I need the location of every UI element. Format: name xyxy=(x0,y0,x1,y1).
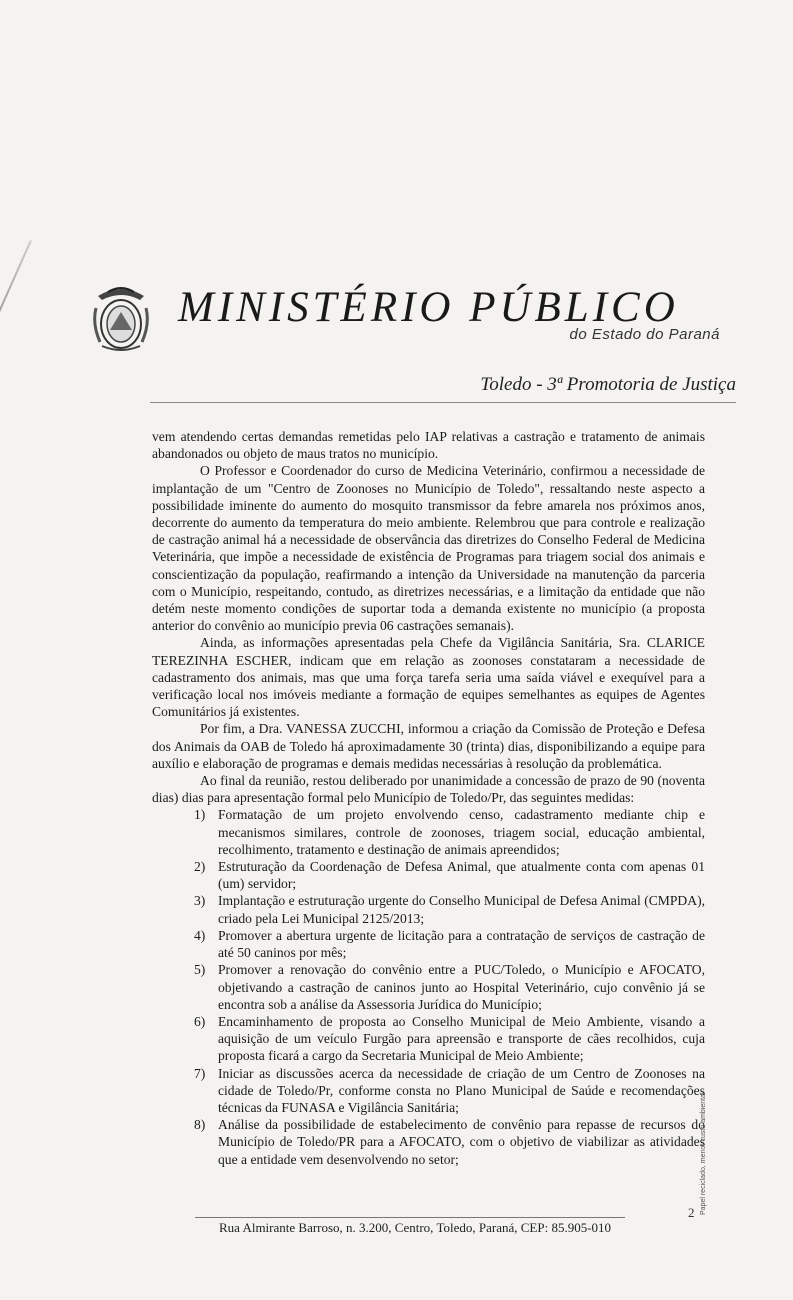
list-item-number: 3) xyxy=(194,893,206,909)
paragraph-professor: O Professor e Coordenador do curso de Medicina Veterinário, confirmou a necessidade de implantação de um "Centro de Zoonoses no Município de Toledo", ressaltando neste aspecto a possibilidade iminente do aumento do mosquito transmissor da febre amarela nos próximos anos, decorrente do aumento da temperatura do meio ambiente. Relembrou que para controle e realização de castração animal há a necessidade de observância das diretrizes do Conselho Federal de Medicina Veterinária, que impõe a necessidade de existência de Programas para triagem social dos animais e conscientização da população, reafirmando a intenção da Universidade na manutenção da parceria com o Município, respeitando, contudo, as diretrizes necessárias, e a limitação da entidade que não detém neste momento condições de suportar toda a demanda existente no município (a proposta anterior do convênio ao município previa 06 castrações semanais). xyxy=(152,463,705,634)
ministry-title: MINISTÉRIO PÚBLICO xyxy=(178,284,679,331)
list-item-number: 1) xyxy=(194,807,206,823)
list-item xyxy=(194,858,705,892)
list-item xyxy=(194,806,705,858)
list-item-text: Promover a abertura urgente de licitação para a contratação de serviços de castração de até 50 caninos por mês; xyxy=(218,927,705,961)
list-item-number: 6) xyxy=(194,1013,206,1029)
list-item xyxy=(194,1065,705,1117)
footer-address: Rua Almirante Barroso, n. 3.200, Centro, Toledo, Paraná, CEP: 85.905-010 xyxy=(218,1220,612,1235)
recycled-paper-note: Papel reciclado, menor custo ambiental xyxy=(700,1092,707,1215)
page-number: 2 xyxy=(688,1205,695,1220)
list-item-number: 4) xyxy=(194,927,206,943)
state-subtitle: do Estado do Paraná xyxy=(569,326,720,343)
list-item-text: Encaminhamento de proposta ao Conselho Municipal de Meio Ambiente, visando a aquisição de um veículo Furgão para apreensão e transporte de cães recolhidos, cuja proposta ficará a cargo da Secretaria Municipal de Meio Ambiente; xyxy=(218,1013,705,1064)
list-item xyxy=(194,1013,705,1065)
list-item-text: Implantação e estruturação urgente do Conselho Municipal de Defesa Animal (CMPDA), criado pela Lei Municipal 2125/2013; xyxy=(218,893,705,926)
measures-list xyxy=(152,806,705,1167)
document-body xyxy=(152,428,705,1168)
paragraph-vigilancia: Ainda, as informações apresentadas pela Chefe da Vigilância Sanitária, Sra. CLARICE TEREZINHA ESCHER, indicam que em relação as zoonoses constataram a necessidade de cadastramento dos animais, mas que uma força tarefa seria uma saída viável e exequível para a verificação local nos imóveis mediante a formação de equipes semelhantes as equipes de Agentes Comunitários já existentes. xyxy=(152,635,705,720)
scan-artifact-line xyxy=(0,240,32,360)
list-item-number: 8) xyxy=(194,1117,206,1133)
parana-coat-of-arms-icon xyxy=(88,282,154,354)
office-name: Toledo - 3ª Promotoria de Justiça xyxy=(480,374,736,395)
list-item-text: Análise da possibilidade de estabelecimento de convênio para repasse de recursos do Município de Toledo/PR para a AFOCATO, com o objetivo de viabilizar as atividades que a entidade vem desenvolvendo no setor; xyxy=(218,1117,705,1167)
header-divider xyxy=(150,402,736,403)
list-item-number: 5) xyxy=(194,962,206,978)
list-item-number: 7) xyxy=(194,1065,206,1081)
paragraph-continuation: vem atendendo certas demandas remetidas pelo IAP relativas a castração e tratamento de animais abandonados ou objeto de maus tratos no município. xyxy=(152,429,705,462)
footer-divider xyxy=(195,1217,625,1218)
list-item-text: Estruturação da Coordenação de Defesa Animal, que atualmente conta com apenas 01 (um) servidor; xyxy=(218,859,705,892)
list-item-text: Formatação de um projeto envolvendo censo, cadastramento mediante chip e mecanismos similares, controle de zoonoses, triagem social, educação ambiental, recolhimento, tratamento e destinação de animais apreendidos; xyxy=(218,807,705,857)
list-item xyxy=(194,892,705,926)
list-item-number: 2) xyxy=(194,859,206,875)
paragraph-oab: Por fim, a Dra. VANESSA ZUCCHI, informou a criação da Comissão de Proteção e Defesa dos Animais da OAB de Toledo há aproximadamente 30 (trinta) dias, disponibilizando a equipe para auxílio e elaboração de programas e demais medidas necessárias à resolução da problemática. xyxy=(152,721,705,771)
list-item-text: Iniciar as discussões acerca da necessidade de criação de um Centro de Zoonoses na cidade de Toledo/Pr, conforme consta no Plano Municipal de Saúde e recomendações técnicas da FUNASA e Vigilância Sanitária; xyxy=(218,1065,705,1115)
paragraph-deliberation: Ao final da reunião, restou deliberado por unanimidade a concessão de prazo de 90 (noventa dias) dias para apresentação formal pelo Município de Toledo/Pr, das seguintes medidas: xyxy=(152,773,705,806)
list-item xyxy=(194,961,705,1013)
list-item-text: Promover a renovação do convênio entre a PUC/Toledo, o Município e AFOCATO, objetivando a castração de caninos junto ao Hospital Veterinário, cujo convênio já se encontra sob a análise da Assessoria Jurídica do Município; xyxy=(218,962,705,1012)
list-item xyxy=(194,927,705,961)
list-item xyxy=(194,1116,705,1168)
